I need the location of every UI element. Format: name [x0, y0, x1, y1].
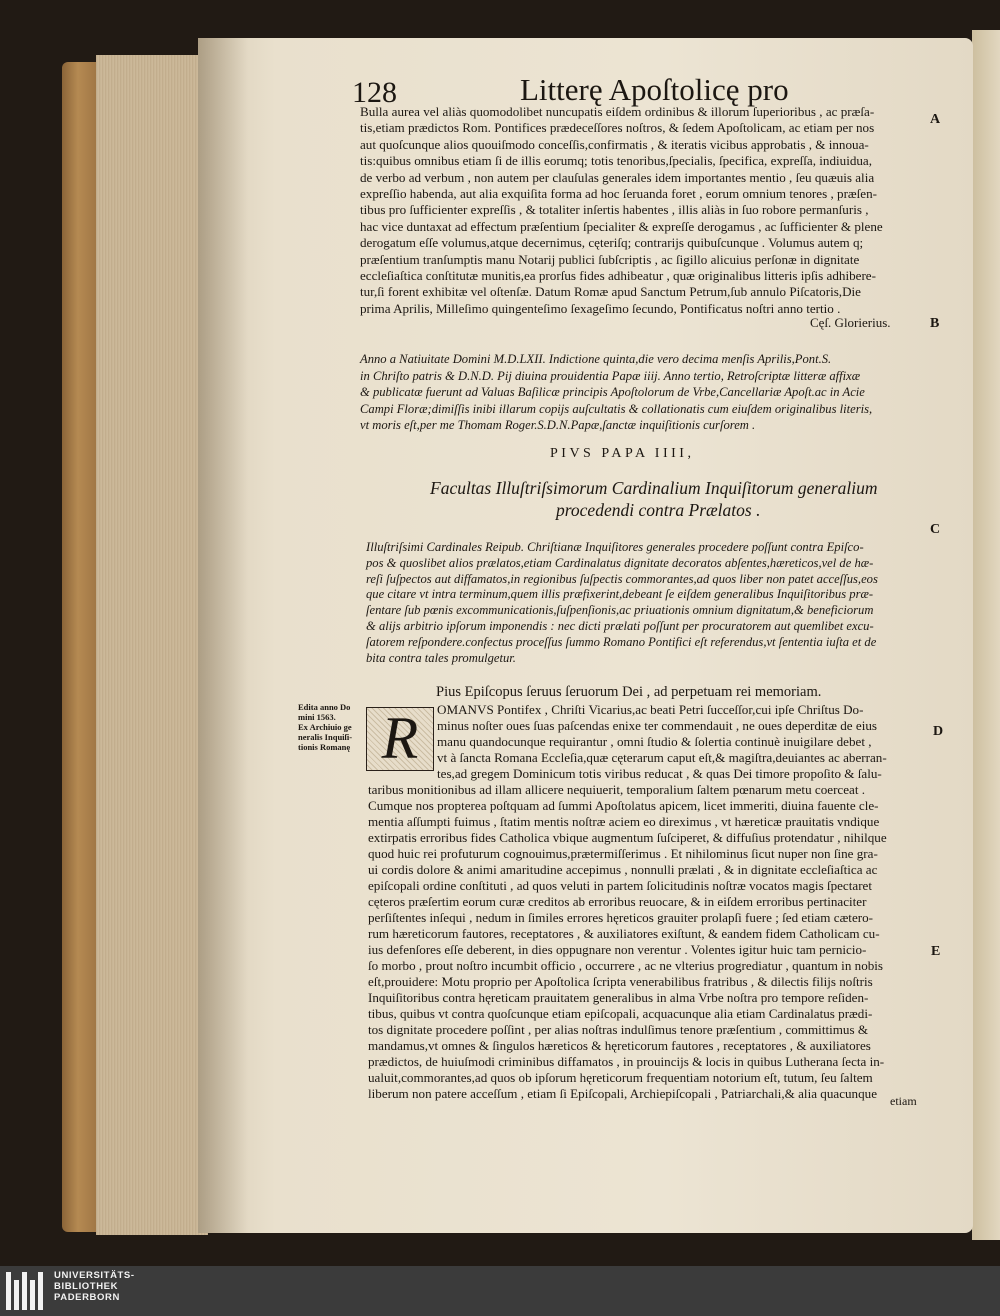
library-footer [0, 1266, 1000, 1316]
main-line-18: prædictos, de huiuſmodi criminibus diffamatos , in prouincijs & locis in quibus Lutherana ſecta in- [368, 1054, 885, 1069]
main-indented-line-5: tes,ad gregem Dominicum totis viribus reducat , & quas Dei timore propoſito & ſalu- [437, 766, 882, 781]
main-line-16: tos dignitate procedere poſſint , per alias noſtras indulſimus tenore præſentium , committimus & [368, 1022, 869, 1037]
main-indented-line-4: vt à ſancta Romana Eccleſia,quæ cęterarum caput eſt,& magiſtra,deuiantes ac aberran- [437, 750, 887, 765]
gutter-shadow [198, 38, 248, 1233]
summary-line-4: que citare vt intra terminum,quem illis præfixerint,debeant ſe eiſdem generalibus Inquiſitoribus præ- [366, 587, 874, 602]
page-stack-edge [96, 55, 208, 1235]
section1-line-6: expreſſio habenda, aut alia exquiſita forma ad hoc ſeruanda foret , eorum omnium tenores , præſen- [360, 186, 878, 201]
main-line-6: ui cordis dolore & animi amaritudine accepimus , nonnulli prælati , & in dignitate eccleſiaſtica ac [368, 862, 878, 877]
italic-note-line-3: & publicatæ fuerunt ad Valuas Baſilicæ principis Apoſtolorum de Vrbe,Cancellariæ Apoſt.ac in Acie [360, 385, 865, 400]
bull-opening: Pius Epiſcopus ſeruus ſeruorum Dei , ad perpetuam rei memoriam. [436, 684, 822, 700]
library-name-line2: BIBLIOTHEK [54, 1281, 119, 1292]
main-line-5: quod huic rei profuturum cognouimus,prætermiſſerimus . Et nihilominus ſicut nuper non ſine gra- [368, 846, 878, 861]
margin-note-line-1: Edita anno Do [298, 702, 351, 712]
margin-letter-e: E [931, 944, 941, 959]
summary-line-1: Illuſtriſsimi Cardinales Reipub. Chriſtianæ Inquiſitores generales procedere poſſunt contra Epiſco- [366, 540, 864, 554]
summary-line-7: ſatorem reſpondere.confectus proceſſus ſummo Romano Pontifici eſt referendus,vt ſententia iuſta et de [366, 634, 877, 649]
main-line-12: ſo morbo , prout noſtro incumbit officio , occurrere , ac ne vlterius progrediatur , quantum in nobis [368, 958, 884, 973]
margin-note [298, 702, 370, 752]
section1-line-11: eccleſiaſtica conſtitutæ munitis,ea prorſus fides adhibeatur , quæ originalibus litteris ipſis adhibere- [360, 268, 876, 283]
main-line-2: Cumque nos propterea poſtquam ad ſummi Apoſtolatus apicem, licet immeriti, diuina fauente cle- [368, 798, 879, 813]
margin-note-line-4: neralis Inquiſi- [298, 732, 353, 742]
main-indented-line-1: OMANVS Pontifex , Chriſti Vicarius,ac beati Petri ſucceſſor,cui ipſe Chriſtus Do- [437, 702, 864, 717]
italic-note-line-4: Campi Floræ;dimiſſis inibi illarum copijs auſcultatis & collationatis cum eiuſdem originalibus literis, [360, 401, 873, 416]
signature: Cęſ. Glorierius. [810, 315, 891, 330]
margin-note-line-3: Ex Archiuio ge [298, 722, 352, 732]
section1-line-13: prima Aprilis, Milleſimo quingenteſimo ſexageſimo ſecundo, Pontificatus noſtri anno tertio . [360, 300, 841, 316]
main-line-7: epiſcopali ordine conſtituti , ad quos veluti in partem ſolicitudinis noſtræ vocatos magis ſpectaret [368, 878, 873, 893]
running-title: Litterę Apoſtolicę pro [520, 72, 789, 107]
main-line-11: ius defenſores eſſe deberent, in dies oppugnare non verentur . Volentes igitur huic tam pernicio- [368, 942, 867, 957]
main-line-14: Inquiſitoribus contra hęreticam prauitatem generalibus in alma Vrbe noſtra pro tempore reſiden- [368, 990, 869, 1005]
section1-line-10: præſentium tranſumptis manu Notarij publici ſubſcriptis , ac ſigillo alicuius perſonæ in dignitate [360, 251, 860, 267]
section1-line-4: tis:quibus omnibus etiam ſi de illis eorumq; totis tenoribus,ſpecialis, ſpecifica, expreſſa, indiuidua, [360, 153, 873, 169]
margin-letter-a: A [930, 112, 941, 127]
italic-note-line-2: in Chriſto patris & D.N.D. Pij diuina prouidentia Papæ iiij. Anno tertio, Retroſcriptæ litteræ affixæ [360, 368, 861, 383]
main-line-8: cęteros præſertim eorum curæ creditos ab erroribus reuocare, & in eiſdem erroribus pertinaciter [368, 894, 867, 909]
main-line-15: tibus, quibus vt contra quoſcunque etiam epiſcopali, acquacunque alia etiam Cardinalatus prædi- [368, 1006, 873, 1021]
italic-note-line-1: Anno a Natiuitate Domini M.D.LXII. Indictione quinta,die vero decima menſis Aprilis,Pont.S. [360, 352, 832, 366]
section1-line-7: tibus pro ſufficienter expreſſis , & totaliter inſertis habentes , illis aliàs in ſuo robore permanſuris , [360, 202, 869, 218]
section1-line-2: tis,etiam prædictos Rom. Pontifices prædeceſſores noſtros, & ſedem Apoſtolicam, ac etiam per nos [360, 120, 875, 136]
main-line-20: liberum non patere acceſſum , etiam ſi Epiſcopali, Archiepiſcopali , Patriarchali,& alia quacunque [368, 1086, 878, 1101]
margin-note-line-5: tionis Romanę [298, 742, 351, 752]
section1-line-3: aut quoſcunque alios quouiſmodo conceſſis,confirmatis , & iteratis vicibus approbatis , & innoua- [360, 136, 869, 152]
margin-letter-b: B [930, 316, 940, 331]
summary-line-3: reſi ſuſpectos aut diffamatos,in regionibus ſuſpectis commorantes,ad quos liber non patet acceſſus,eos [366, 571, 878, 586]
summary-line-5: ſentare ſub pœnis excommunicationis,ſuſpenſionis,ac priuationis omnium dignitatum,& beneficiorum [366, 603, 874, 618]
section1-line-5: de verbo ad verbum , non autem per clauſulas generales idem importantes mentio , ſeu quæuis alia [360, 169, 875, 185]
summary-line-8: bita contra tales promulgetur. [366, 650, 516, 665]
facultas-title-line1: Facultas Illuſtriſsimorum Cardinalium Inquiſitorum generalium [430, 478, 878, 498]
section1-line-8: hac vice duntaxat ad effectum præſentium ſpecialiter & expreſſe derogamus , ac ſufficienter & plene [360, 218, 883, 234]
section1-line-12: tur,ſi forent exhibitæ vel oſtenſæ. Datum Romæ apud Sanctum Petrum,ſub annulo Piſcatoris,Die [360, 284, 861, 300]
main-line-19: ualuit,commorantes,ad quos ob ipſorum hęreticorum frequentiam notorium eſt, tutum, ſeu ſaltem [368, 1070, 873, 1085]
main-line-13: eſt,prouidere: Motu proprio per Apoſtolica ſcripta venerabilibus fratribus , & dilectis filijs noſtris [368, 974, 873, 989]
page-number: 128 [352, 76, 397, 109]
main-line-1: taribus monitionibus ad illam allicere nequiuerit, temporalium ſaltem pœnarum metu coerceat . [368, 782, 866, 797]
facultas-title-line2: procedendi contra Prælatos . [556, 500, 761, 520]
main-line-17: mandamus,vt omnes & ſingulos hæreticos & hęreticorum fautores , receptatores , & auxiliatores [368, 1038, 871, 1053]
main-line-10: rum hæreticorum fautores, receptatores , & auxiliatores exiſtunt, & eandem fidem Catholicam cu- [368, 926, 880, 941]
main-line-3: mentia aſſumpti fuimus , ſtatim mentis noſtræ aciem eo direximus , vt hæreticæ prauitatis vndique [368, 814, 880, 829]
italic-note-line-5: vt moris eſt,per me Thomam Roger.S.D.N.Papæ,ſanctæ inquiſitionis curſorem . [360, 418, 756, 433]
section1-line-1: Bulla aurea vel aliàs quomodolibet nuncupatis eiſdem ordinibus & illorum ſuperioribus , ac præſa- [360, 104, 875, 119]
library-logo-icon [6, 1272, 46, 1310]
main-indented-line-2: minus noſter oues ſuas paſcendas enixe ter commendauit , ne oues deperditæ de eius [437, 718, 877, 733]
section-heading: PIVS PAPA IIII, [550, 446, 695, 461]
decorated-initial [366, 707, 434, 771]
margin-letter-d: D [933, 724, 944, 739]
summary-line-2: pos & quoslibet alios prælatos,etiam Cardinalatus dignitate decoratos abſentes,hæreticos,vel de hæ- [366, 555, 874, 570]
main-line-4: extirpatis erroribus fides Catholica vbique augmentum ſuſciperet, & diffuſius protendatur , nihilque [368, 830, 887, 845]
drop-cap-letter: R [381, 705, 419, 771]
catchword: etiam [890, 1094, 917, 1108]
summary-line-6: & alijs arbitrio ipſorum imponendis : nec dicti prælati poſſunt per procuratorem aut quemlibet excu- [366, 619, 874, 633]
margin-letter-c: C [930, 522, 941, 537]
main-line-9: perſiſtentes inſequi , nedum in ſimiles errores hęreticos grauiter prolapſi fuere ; ſed etiam cætero- [368, 910, 874, 925]
section1-line-9: derogatum eſſe volumus,atque decernimus, cęteriſq; contrarijs quibuſcunque . Volumus autem q; [360, 235, 864, 251]
margin-note-line-2: mini 1563. [298, 712, 336, 722]
facing-page-edge [972, 30, 1000, 1240]
library-name-line3: PADERBORN [54, 1292, 120, 1303]
main-indented-line-3: manu quandocunque requirantur , omni ſtudio & ſolertia continuè inuigilare debet , [437, 734, 872, 749]
library-name-line1: UNIVERSITÄTS- [54, 1270, 135, 1281]
